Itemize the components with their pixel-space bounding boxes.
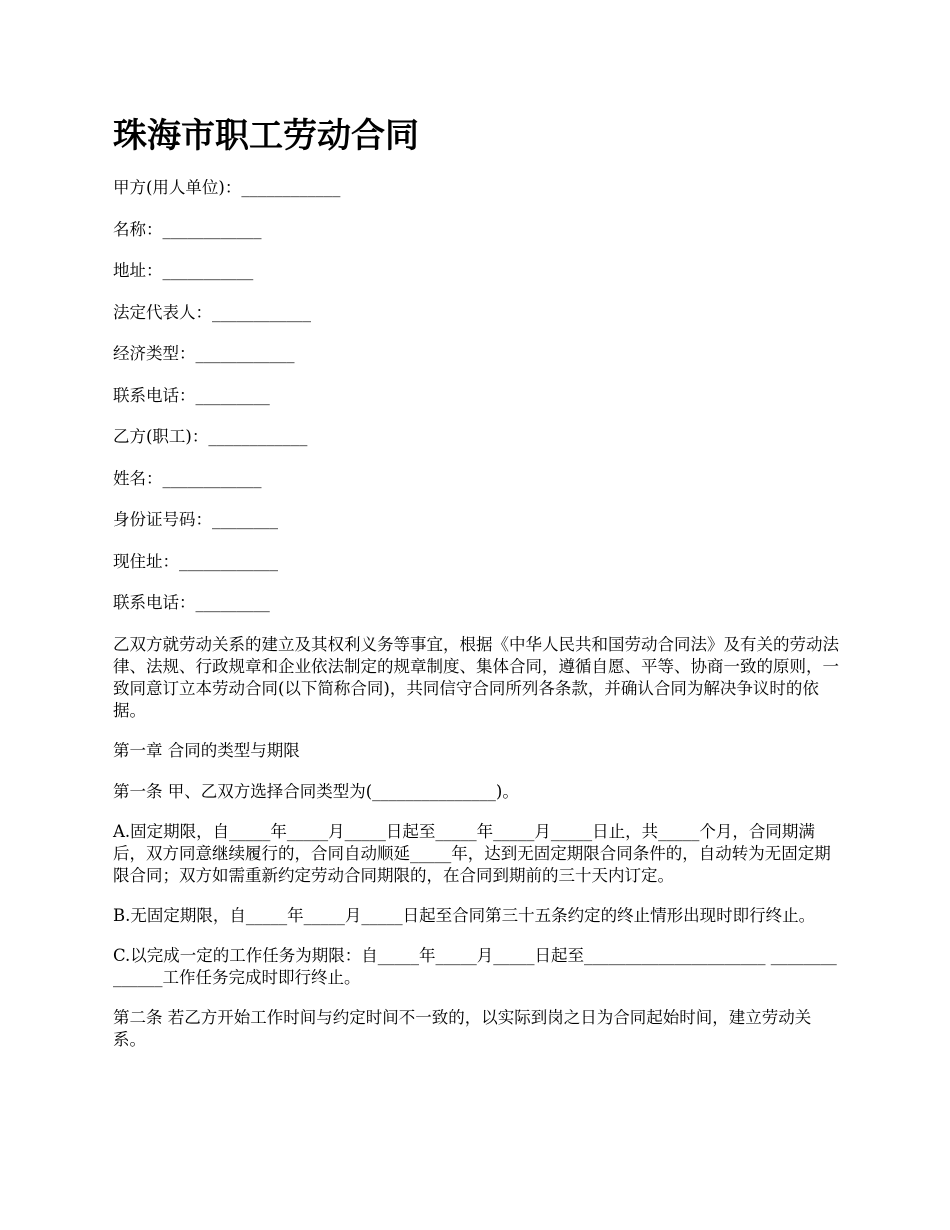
article-1: 第一条 甲、乙双方选择合同类型为(_______________)。 — [113, 781, 519, 801]
article-2: 第二条 若乙方开始工作时间与约定时间不一致的，以实际到岗之日为合同起始时间，建立劳动关系。 — [113, 1007, 812, 1049]
option-b-open-ended: B.无固定期限，自_____年_____月_____日起至合同第三十五条约定的终止情形出现时即行终止。 — [113, 905, 816, 925]
party-a-economic-type-field: 经济类型：____________ — [113, 344, 295, 363]
page-title: 珠海市职工劳动合同 — [113, 116, 419, 156]
party-b-id-number-field: 身份证号码：________ — [113, 510, 278, 529]
party-a-section — [113, 177, 858, 407]
party-a-name-field: 名称：____________ — [113, 219, 262, 239]
chapter-1-heading: 第一章 合同的类型与期限 — [113, 740, 300, 760]
party-b-address-field: 现住址：____________ — [113, 551, 278, 571]
party-b-phone-field: 联系电话：_________ — [113, 593, 270, 612]
party-a-legal-representative-field: 法定代表人：____________ — [113, 302, 311, 322]
party-b-employee-field: 乙方(职工)：____________ — [113, 427, 308, 446]
contract-page — [113, 112, 858, 1069]
party-b-section — [113, 426, 858, 614]
party-a-phone-field: 联系电话：_________ — [113, 385, 270, 405]
party-a-employer-field: 甲方(用人单位)：____________ — [113, 178, 341, 197]
preamble-paragraph: 乙双方就劳动关系的建立及其权利义务等事宜，根据《中华人民共和国劳动合同法》及有关的劳动法律、法规、行政规章和企业依法制定的规章制度、集体合同，遵循自愿、平等、协商一致的原则，一致同意订立本劳动合同(以下简称合同)，共同信守合同所列各条款，并确认合同为解决争议时的依据。 — [113, 634, 839, 720]
party-a-address-field: 地址：___________ — [113, 261, 254, 280]
option-a-fixed-term: A.固定期限，自_____年_____月_____日起至_____年_____月_____日止，共_____个月，合同期满后，双方同意继续履行的，合同自动顺延_____年，达到无固定期限合同条件的，自动转为无固定期限合同；双方如需重新约定劳动合同期限的，在合同到期前的三十天内订定。 — [113, 821, 831, 885]
party-b-name-field: 姓名：____________ — [113, 468, 262, 488]
option-c-task-based: C.以完成一定的工作任务为期限：自_____年_____月_____日起至______________________ ______________工作任务完成时即行终止。 — [113, 945, 837, 987]
